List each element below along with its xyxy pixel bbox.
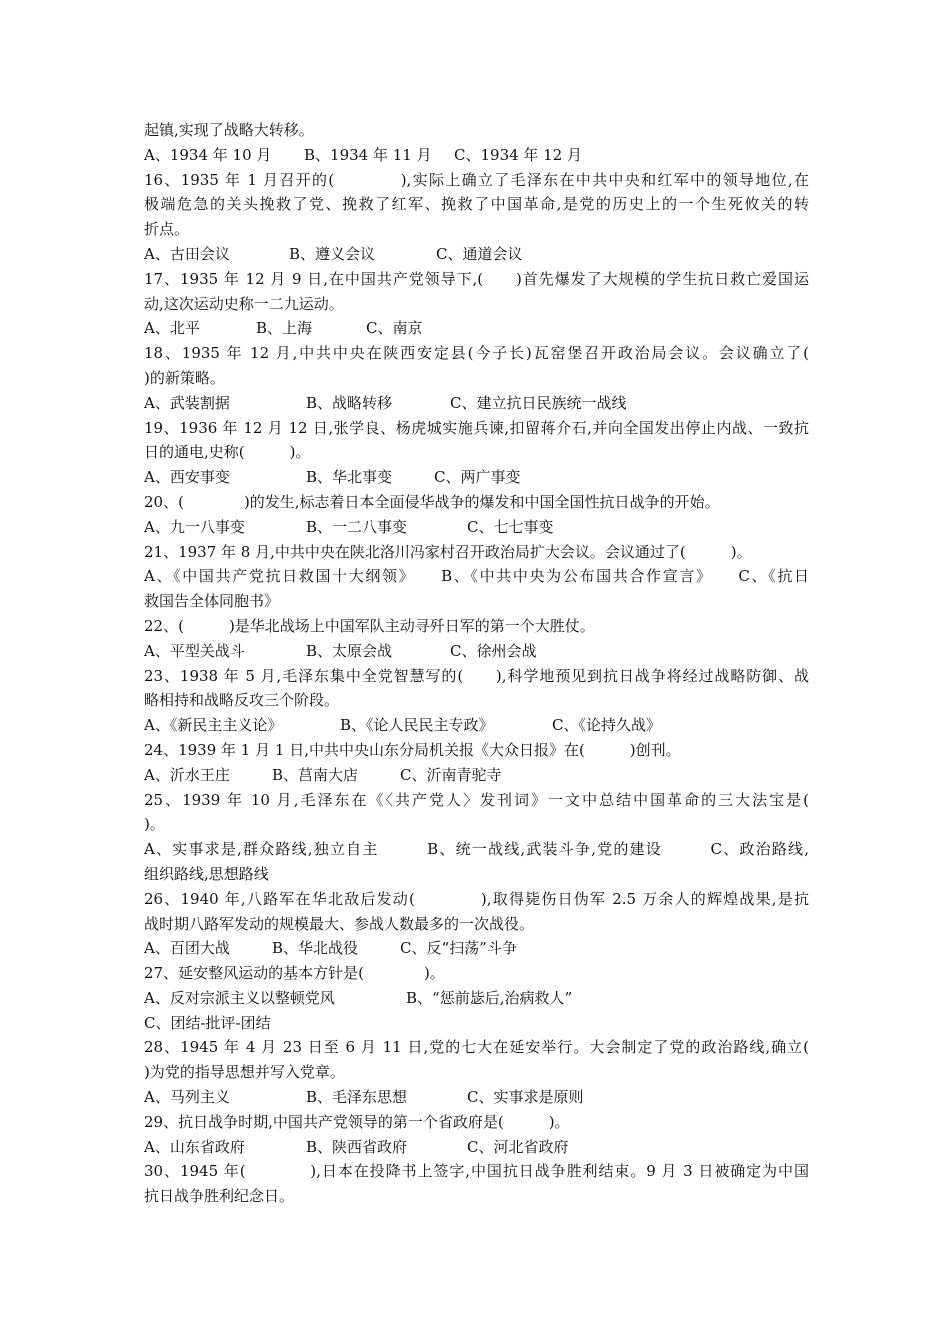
text-line: 27、延安整风运动的基本方针是( )。 [144,964,445,983]
text-line: 24、1939 年 1 月 1 日,中共中央山东分局机关报《大众日报》在( )创刊。 [144,740,681,759]
option-text: C、沂南青驼寺 [400,765,502,784]
option-text: A、沂水王庄 [144,765,230,784]
text-line: )的新策略。 [144,368,225,387]
option-text: B、陕西省政府 [306,1137,408,1156]
text-line: 动,这次运动史称一二九运动。 [144,294,344,313]
option-text: C、实事求是原则 [467,1088,584,1107]
options-row [144,391,809,416]
option-text: C、通道会议 [436,244,523,263]
option-text: B、上海 [256,319,313,338]
option-text: B、华北战役 [272,939,359,958]
options-row [144,143,809,168]
option-text: A、武装割据 [144,393,230,412]
option-text: A、马列主义 [144,1088,230,1107]
text-line: A、实事求是,群众路线,独立自主 B、统一战线,武装斗争,党的建设 C、政治路线, [144,840,809,859]
text-line: 战时期八路军发动的规模最大、参战人数最多的一次战役。 [144,914,535,933]
text-line: 22、( )是华北战场上中国军队主动寻歼日军的第一个大胜仗。 [144,616,595,635]
text-line: 折点。 [144,220,190,239]
options-row [144,986,809,1011]
text-line: A、《中国共产党抗日救国十大纲领》 B、《中共中央为公布国共合作宣言》 C、《抗日 [144,567,809,586]
option-text: A、反对宗派主义以整顿党风 [144,988,335,1007]
options-row [144,763,809,788]
option-text: A、1934 年 10 月 [144,145,272,164]
text-line: 抗日战争胜利纪念日。 [144,1187,295,1206]
option-text: C、南京 [366,319,423,338]
option-text: C、徐州会战 [450,641,537,660]
text-line: 19、1936 年 12 月 12 日,张学良、杨虎城实施兵谏,扣留蒋介石,并向全国发出停止内战、一致抗 [144,418,809,437]
option-text: B、《论人民民主专政》 [340,716,494,735]
option-text: B、莒南大店 [272,765,359,784]
text-line: 28、1945 年 4 月 23 日至 6 月 11 日,党的七大在延安举行。大会制定了党的政治路线,确立( [144,1038,809,1057]
text-line: 29、抗日战争时期,中国共产党领导的第一个省政府是( )。 [144,1112,570,1131]
option-text: C、《论持久战》 [552,716,661,735]
question-list [144,118,809,1209]
option-text: A、九一八事变 [144,517,245,536]
text-line: 日的通电,史称( )。 [144,443,311,462]
option-text: A、西安事变 [144,468,230,487]
options-row [144,713,809,738]
option-text: C、两广事变 [434,468,521,487]
option-text: A、山东省政府 [144,1137,245,1156]
option-text: C、建立抗日民族统一战线 [450,393,627,412]
text-line: 23、1938 年 5 月,毛泽东集中全党智慧写的( ),科学地预见到抗日战争将经过战略防御、战 [144,666,809,685]
option-text: B、战略转移 [306,393,393,412]
text-line: 起镇,实现了战略大转移。 [144,121,314,139]
text-line: 18、1935 年 12 月,中共中央在陕西安定县(今子长)瓦窑堡召开政治局会议。会议确立了( [144,344,809,363]
text-line: )。 [144,815,165,834]
option-text: A、平型关战斗 [144,641,245,660]
options-row [144,465,809,490]
option-text: A、百团大战 [144,939,230,958]
option-text: B、一二八事变 [306,517,408,536]
text-line: 略相持和战略反攻三个阶段。 [144,691,340,710]
options-row [144,242,809,267]
options-row [144,639,809,664]
text-line: )为党的指导思想并写入党章。 [144,1063,345,1082]
text-line: 救国告全体同胞书》 [144,592,280,611]
text-line: 17、1935 年 12 月 9 日,在中国共产党领导下,( )首先爆发了大规模的学生抗日救亡爱国运 [144,269,809,288]
options-row [144,316,809,341]
option-text: C、1934 年 12 月 [454,145,583,164]
option-text: B、华北事变 [306,468,393,487]
text-line: 组织路线,思想路线 [144,864,269,883]
option-text: B、“惩前毖后,治病救人” [406,988,573,1007]
text-line: 极端危急的关头挽救了党、挽救了红军、挽救了中国革命,是党的历史上的一个生死攸关的转 [144,195,809,214]
option-text: B、遵义会议 [289,244,376,263]
text-line: 25、1939 年 10 月,毛泽东在《〈共产党人〉发刊词》一文中总结中国革命的三大法宝是( [144,790,809,809]
text-line: C、团结-批评-团结 [144,1013,271,1032]
options-row [144,1135,809,1160]
option-text: A、北平 [144,319,200,338]
option-text: A、古田会议 [144,244,230,263]
option-text: C、反“扫荡”斗争 [400,939,517,958]
options-row [144,936,809,961]
option-text: B、1934 年 11 月 [304,145,432,164]
text-line: 26、1940 年,八路军在华北敌后发动( ),取得毙伤日伪军 2.5 万余人的辉煌战果,是抗 [144,889,809,908]
option-text: C、河北省政府 [467,1137,569,1156]
text-line: 21、1937 年 8 月,中共中央在陕北洛川冯家村召开政治局扩大会议。会议通过了( )。 [144,542,752,561]
option-text: B、太原会战 [306,641,393,660]
option-text: A、《新民主主义论》 [144,716,283,735]
text-line: 16、1935 年 1 月召开的( ),实际上确立了毛泽东在中共中央和红军中的领导地位,在 [144,170,809,189]
option-text: B、毛泽东思想 [306,1088,408,1107]
option-text: C、七七事变 [467,517,554,536]
options-row [144,515,809,540]
text-line: 30、1945 年( ),日本在投降书上签字,中国抗日战争胜利结束。9 月 3 日被确定为中国 [144,1162,809,1181]
text-line: 20、( )的发生,标志着日本全面侵华战争的爆发和中国全国性抗日战争的开始。 [144,492,720,511]
options-row [144,1085,809,1110]
